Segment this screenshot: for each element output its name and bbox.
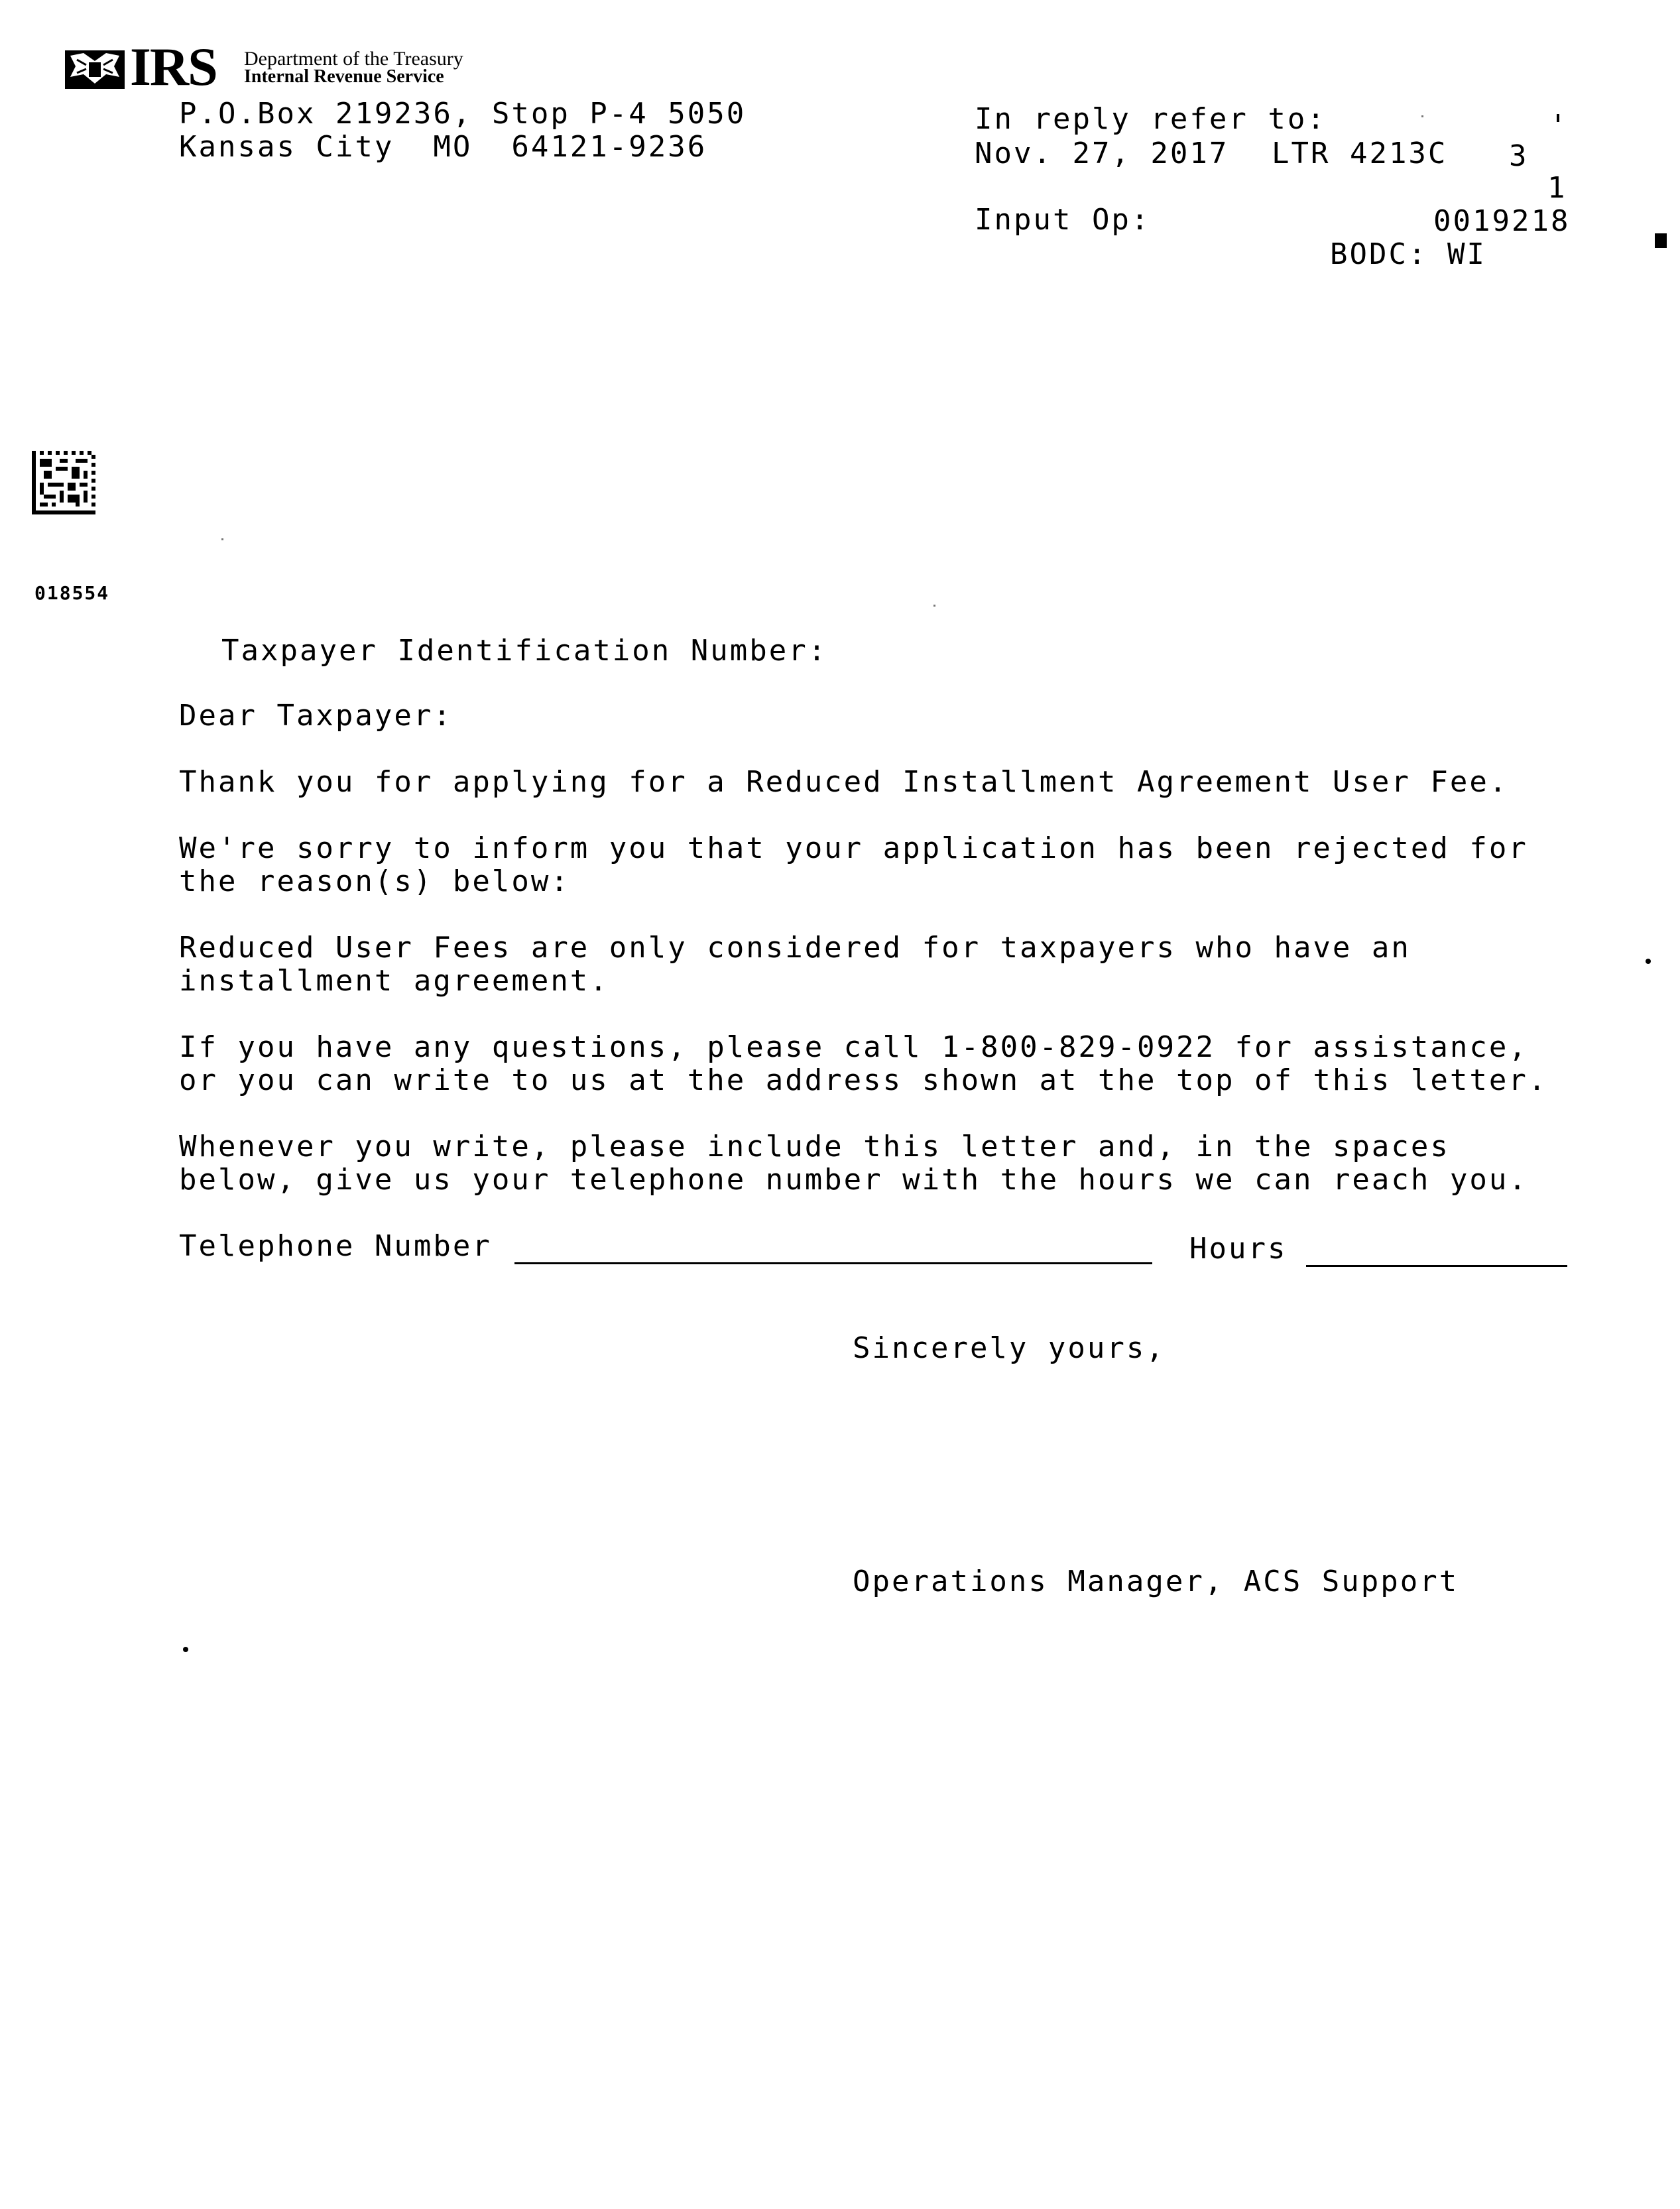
telephone-blank: [514, 1262, 1152, 1264]
address-line-1: P.O.Box 219236, Stop P-4 5050: [179, 97, 747, 131]
logo-wordmark: IRS: [130, 36, 217, 97]
paragraph-4-line-1: If you have any questions, please call 1-800-829-0922 for assistance,: [179, 1030, 1528, 1064]
input-op-value: 0019218: [1433, 204, 1571, 238]
paragraph-4-line-2: or you can write to us at the address shown at the top of this letter.: [179, 1063, 1548, 1097]
page-number-2: 1: [1547, 171, 1567, 205]
page-number: 3: [1509, 139, 1529, 173]
paragraph-5-line-1: Whenever you write, please include this letter and, in the spaces: [179, 1130, 1450, 1164]
department-name: Department of the Treasury: [244, 48, 463, 70]
address-line-2: Kansas City MO 64121-9236: [179, 130, 707, 164]
bodc-code: BODC: WI: [1330, 237, 1486, 271]
side-code: 018554: [34, 582, 110, 604]
reply-label: In reply refer to:: [975, 102, 1327, 136]
stray-dot: [1646, 959, 1651, 964]
letter-date: Nov. 27, 2017: [975, 137, 1229, 170]
paragraph-2-line-1: We're sorry to inform you that your application has been rejected for: [179, 831, 1528, 865]
hours-blank: [1306, 1265, 1567, 1267]
agency-name: Internal Revenue Service: [244, 66, 444, 87]
paragraph-1: Thank you for applying for a Reduced Installment Agreement User Fee.: [179, 765, 1509, 799]
edge-mark: [1655, 233, 1667, 248]
salutation: Dear Taxpayer:: [179, 699, 453, 733]
tin-label: Taxpayer Identification Number:: [221, 634, 828, 668]
paragraph-2-line-2: the reason(s) below:: [179, 865, 570, 898]
mark: [1557, 114, 1559, 122]
stray-dot: [183, 1647, 188, 1652]
paragraph-3-line-1: Reduced User Fees are only considered for taxpayers who have an: [179, 931, 1411, 965]
speck: [933, 605, 935, 607]
sign-off: Sincerely yours,: [853, 1331, 1166, 1365]
speck: [1421, 115, 1423, 117]
letter-number: LTR 4213C: [1272, 137, 1448, 170]
datamatrix-barcode: [32, 451, 95, 514]
signer-title: Operations Manager, ACS Support: [853, 1565, 1459, 1598]
hours-label: Hours: [1189, 1232, 1288, 1266]
paragraph-3-line-2: installment agreement.: [179, 964, 609, 998]
telephone-label: Telephone Number: [179, 1229, 492, 1263]
input-op-label: Input Op:: [975, 203, 1151, 237]
speck: [221, 538, 223, 540]
paragraph-5-line-2: below, give us your telephone number with the hours we can reach you.: [179, 1163, 1528, 1197]
eagle-icon: [64, 46, 126, 93]
